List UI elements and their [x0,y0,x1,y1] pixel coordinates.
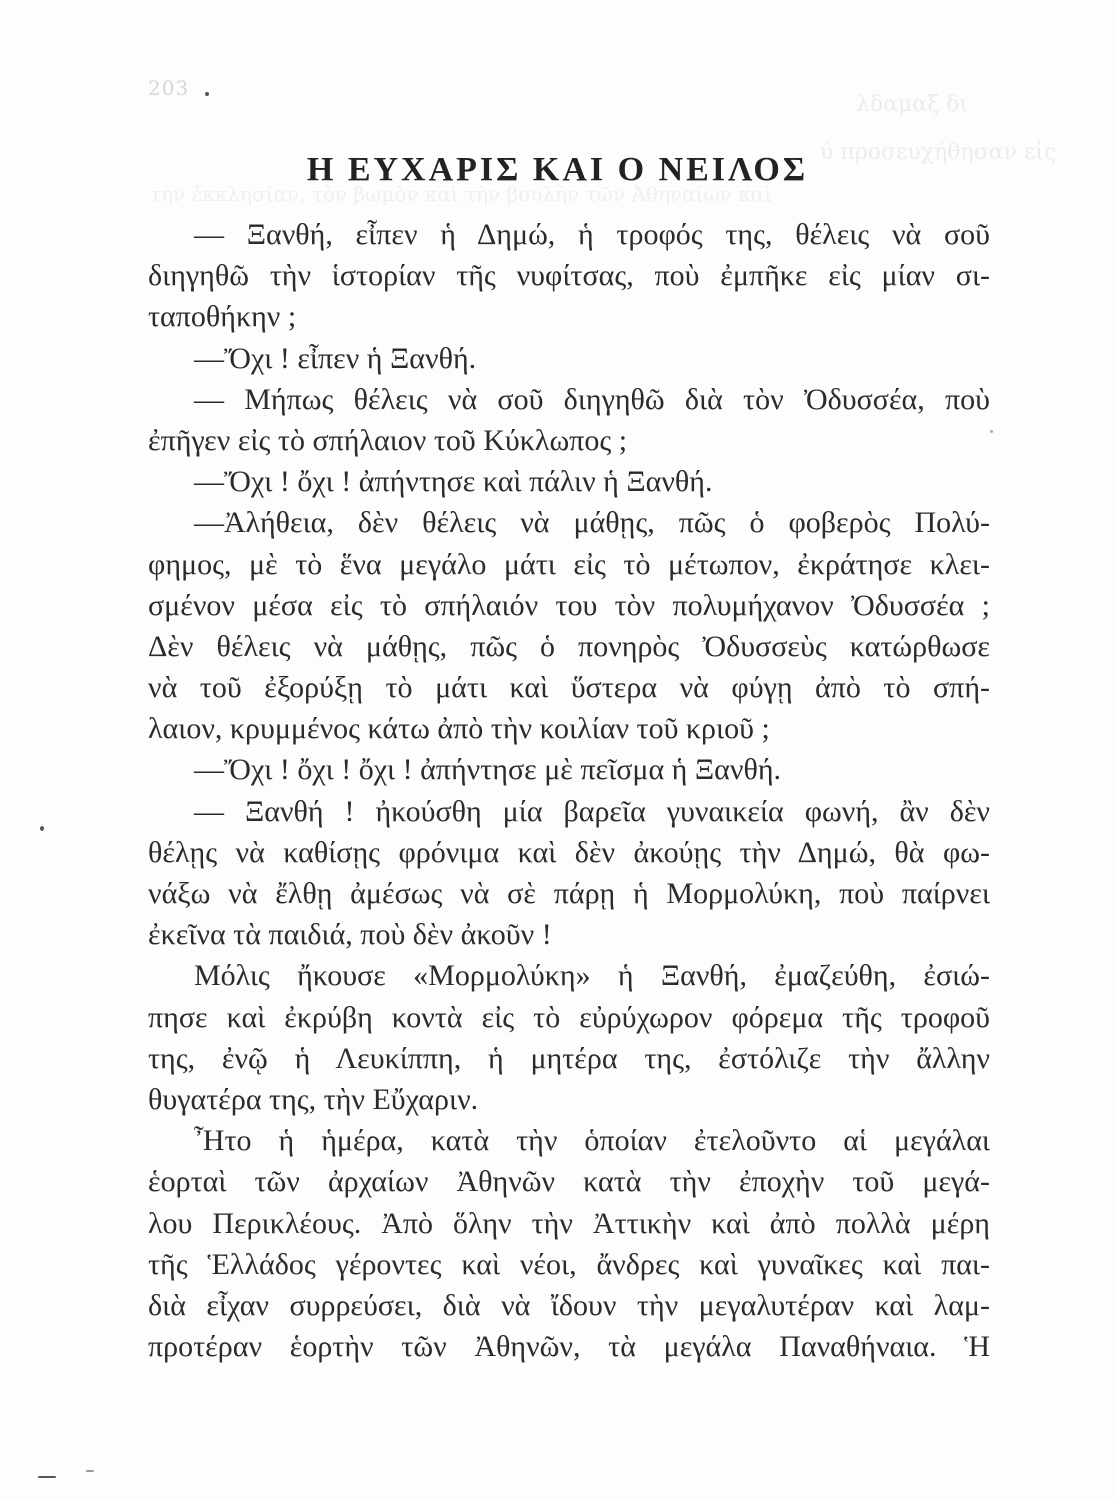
text-line: σμένον μέσα εἰς τὸ σπήλαιόν του τὸν πολυμήχανον Ὀδυσσέα ; [148,588,990,622]
bleed-through-text: ύ προσευχήθησαν εἰς [820,140,1057,165]
paper-speck [86,1470,94,1472]
text-line: φημος, μὲ τὸ ἕνα μεγάλο μάτι εἰς τὸ μέτωπον, ἐκράτησε κλει- [148,547,990,581]
paper-speck [40,826,44,831]
text-line: πησε καὶ ἐκρύβη κοντὰ εἰς τὸ εὐρύχωρον φόρεμα τῆς τροφοῦ [148,1000,990,1034]
text-line: ἐπῆγεν εἰς τὸ σπήλαιον τοῦ Κύκλωπος ; [148,423,628,457]
body-text [148,214,990,1367]
text-line: —Ὄχι ! εἶπεν ἡ Ξανθή. [194,341,477,375]
chapter-title: Η ΕΥΧΑΡΙΣ ΚΑΙ Ο ΝΕΙΛΟΣ [306,150,809,188]
text-line: λου Περικλέους. Ἀπὸ ὅλην τὴν Ἀττικὴν καὶ ἀπὸ πολλὰ μέρη [148,1206,990,1240]
text-line: ἑορταὶ τῶν ἀρχαίων Ἀθηνῶν κατὰ τὴν ἐποχὴν τοῦ μεγά- [148,1165,990,1199]
text-line: —Ἀλήθεια, δὲν θέλεις νὰ μάθῃς, πῶς ὁ φοβερὸς Πολύ- [194,506,990,540]
text-line: λαιον, κρυμμένος κάτω ἀπὸ τὴν κοιλίαν τοῦ κριοῦ ; [148,712,770,746]
text-line: — Ξανθή ! ἠκούσθη μία βαρεῖα γυναικεία φωνή, ἂν δὲν [194,794,990,828]
text-line: διηγηθῶ τὴν ἱστορίαν τῆς νυφίτσας, ποὺ ἐμπῆκε εἰς μίαν σι- [148,259,990,293]
paper-speck [205,92,209,96]
text-line: Δὲν θέλεις νὰ μάθῃς, πῶς ὁ πονηρὸς Ὀδυσσεὺς κατώρθωσε [148,629,990,663]
text-line: — Ξανθή, εἶπεν ἡ Δημώ, ἡ τροφός της, θέλεις νὰ σοῦ [194,218,990,251]
text-line: τῆς Ἑλλάδος γέροντες καὶ νέοι, ἄνδρες καὶ γυναῖκες καὶ παι- [148,1247,990,1281]
text-line: Ἦτο ἡ ἡμέρα, κατὰ τὴν ὁποίαν ἐτελοῦντο αἱ μεγάλαι [194,1124,990,1158]
text-line: θέλῃς νὰ καθίσῃς φρόνιμα καὶ δὲν ἀκούῃς τὴν Δημώ, θὰ φω- [148,835,990,869]
text-line: θυγατέρα της, τὴν Εὔχαριν. [148,1082,479,1116]
text-line: διὰ εἶχαν συρρεύσει, διὰ νὰ ἴδουν τὴν μεγαλυτέραν καὶ λαμ- [148,1288,990,1322]
text-line: νάξω νὰ ἔλθῃ ἀμέσως νὰ σὲ πάρῃ ἡ Μορμολύκη, ποὺ παίρνει [148,877,990,910]
paper-speck [990,430,993,433]
text-line: ἐκεῖνα τὰ παιδιά, ποὺ δὲν ἀκοῦν ! [148,918,552,952]
text-line: Μόλις ἤκουσε «Μορμολύκη» ἡ Ξανθή, ἐμαζεύθη, ἐσιώ- [194,959,990,993]
paper-speck [38,1476,56,1478]
page-number: 203 [148,76,190,100]
text-line: —Ὄχι ! ὄχι ! ὄχι ! ἀπήντησε μὲ πεῖσμα ἡ Ξανθή. [194,753,782,787]
text-line: — Μήπως θέλεις νὰ σοῦ διηγηθῶ διὰ τὸν Ὀδυσσέα, ποὺ [194,382,990,416]
text-line: προτέραν ἑορτὴν τῶν Ἀθηνῶν, τὰ μεγάλα Παναθήναια. Ἡ [148,1330,990,1364]
text-line: —Ὄχι ! ὄχι ! ἀπήντησε καὶ πάλιν ἡ Ξανθή. [194,465,713,499]
text-line: ταποθήκην ; [148,300,297,334]
text-line: νὰ τοῦ ἐξορύξῃ τὸ μάτι καὶ ὕστερα νὰ φύγῃ ἀπὸ τὸ σπή- [148,671,990,705]
bleed-through-text: τὴν ἐκκλησίαν, τὸν βωμὸν καὶ τὴν βουλὴν τῶν Ἀθηναίων καὶ [150,182,773,206]
bleed-through-text: λδαμαξ δι [856,92,969,117]
text-line: της, ἐνῷ ἡ Λευκίππη, ἡ μητέρα της, ἐστόλιζε τὴν ἄλλην [148,1041,990,1075]
